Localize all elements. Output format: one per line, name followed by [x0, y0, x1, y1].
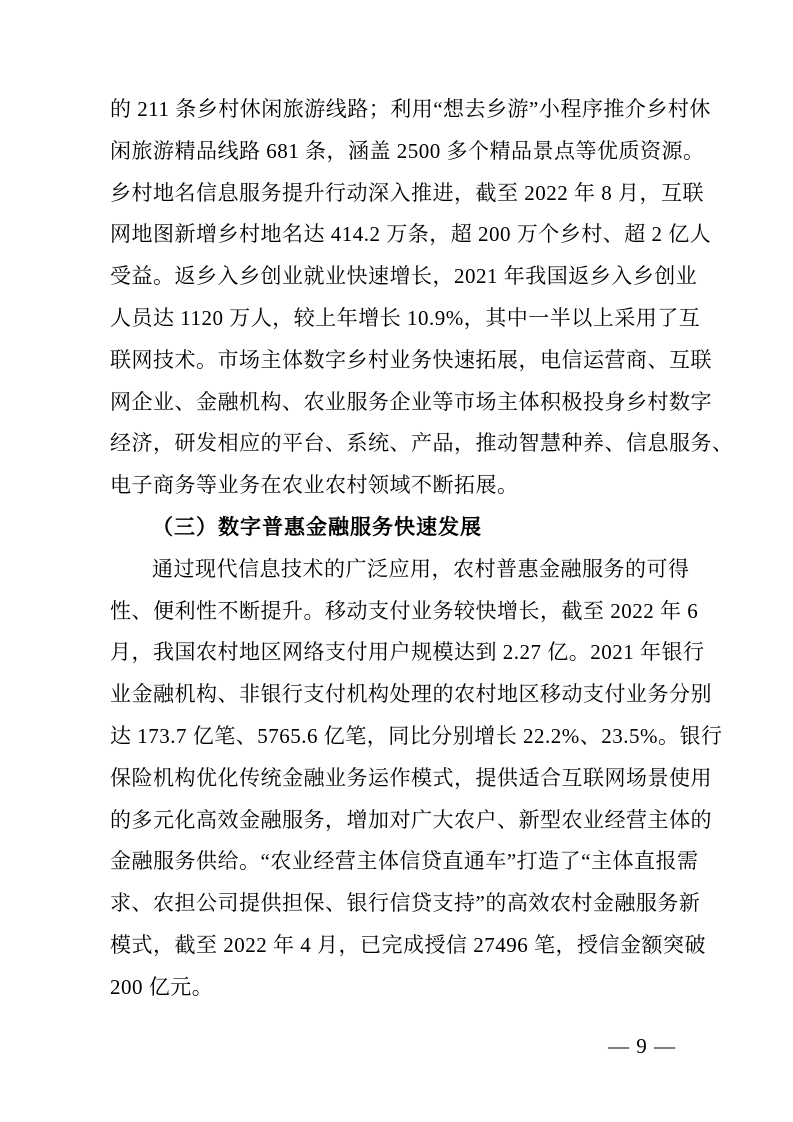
text-line: 求、农担公司提供担保、银行信贷支持”的高效农村金融服务新	[110, 891, 701, 916]
text-line: 性、便利性不断提升。移动支付业务较快增长，截至 2022 年 6	[110, 598, 699, 623]
text-line: 金融服务供给。“农业经营主体信贷直通车”打造了“主体直报需	[110, 849, 699, 874]
page-body	[110, 89, 734, 1009]
text-line: 200 亿元。	[110, 974, 214, 999]
text-line: 网企业、金融机构、农业服务企业等市场主体积极投身乡村数字	[110, 389, 712, 414]
text-line: 乡村地名信息服务提升行动深入推进，截至 2022 年 8 月，互联	[110, 180, 704, 205]
text-line: 的 211 条乡村休闲旅游线路；利用“想去乡游”小程序推介乡村休	[110, 97, 711, 121]
text-line: 受益。返乡入乡创业就业快速增长，2021 年我国返乡入乡创业	[110, 264, 698, 289]
text-line: 电子商务等业务在农业农村领域不断拓展。	[110, 473, 519, 498]
text-line: 闲旅游精品线路 681 条，涵盖 2500 多个精品景点等优质资源。	[110, 138, 705, 163]
text-line: 达 173.7 亿笔、5765.6 亿笔，同比分别增长 22.2%、23.5%。银行	[110, 723, 723, 748]
text-line: 联网技术。市场主体数字乡村业务快速拓展，电信运营商、互联	[110, 347, 712, 372]
text-line: 业金融机构、非银行支付机构处理的农村地区移动支付业务分别	[110, 682, 712, 707]
section-heading: （三）数字普惠金融服务快速发展	[152, 514, 482, 539]
page-number: — 9 —	[608, 1034, 676, 1058]
text-line: 保险机构优化传统金融业务运作模式，提供适合互联网场景使用	[110, 765, 712, 790]
paragraph-finance	[110, 549, 723, 1009]
text-line: 月，我国农村地区网络支付用户规模达到 2.27 亿。2021 年银行	[110, 640, 705, 665]
text-line: 网地图新增乡村地名达 414.2 万条，超 200 万个乡村、超 2 亿人	[110, 222, 712, 247]
paragraph-continuation	[110, 89, 734, 507]
text-line: 经济，研发相应的平台、系统、产品，推动智慧种养、信息服务、	[110, 431, 734, 456]
text-line: 人员达 1120 万人，较上年增长 10.9%，其中一半以上采用了互	[110, 305, 701, 330]
text-line: 的多元化高效金融服务，增加对广大农户、新型农业经营主体的	[110, 807, 712, 832]
text-line: 通过现代信息技术的广泛应用，农村普惠金融服务的可得	[152, 556, 690, 581]
text-line: 模式，截至 2022 年 4 月，已完成授信 27496 笔，授信金额突破	[110, 932, 706, 957]
